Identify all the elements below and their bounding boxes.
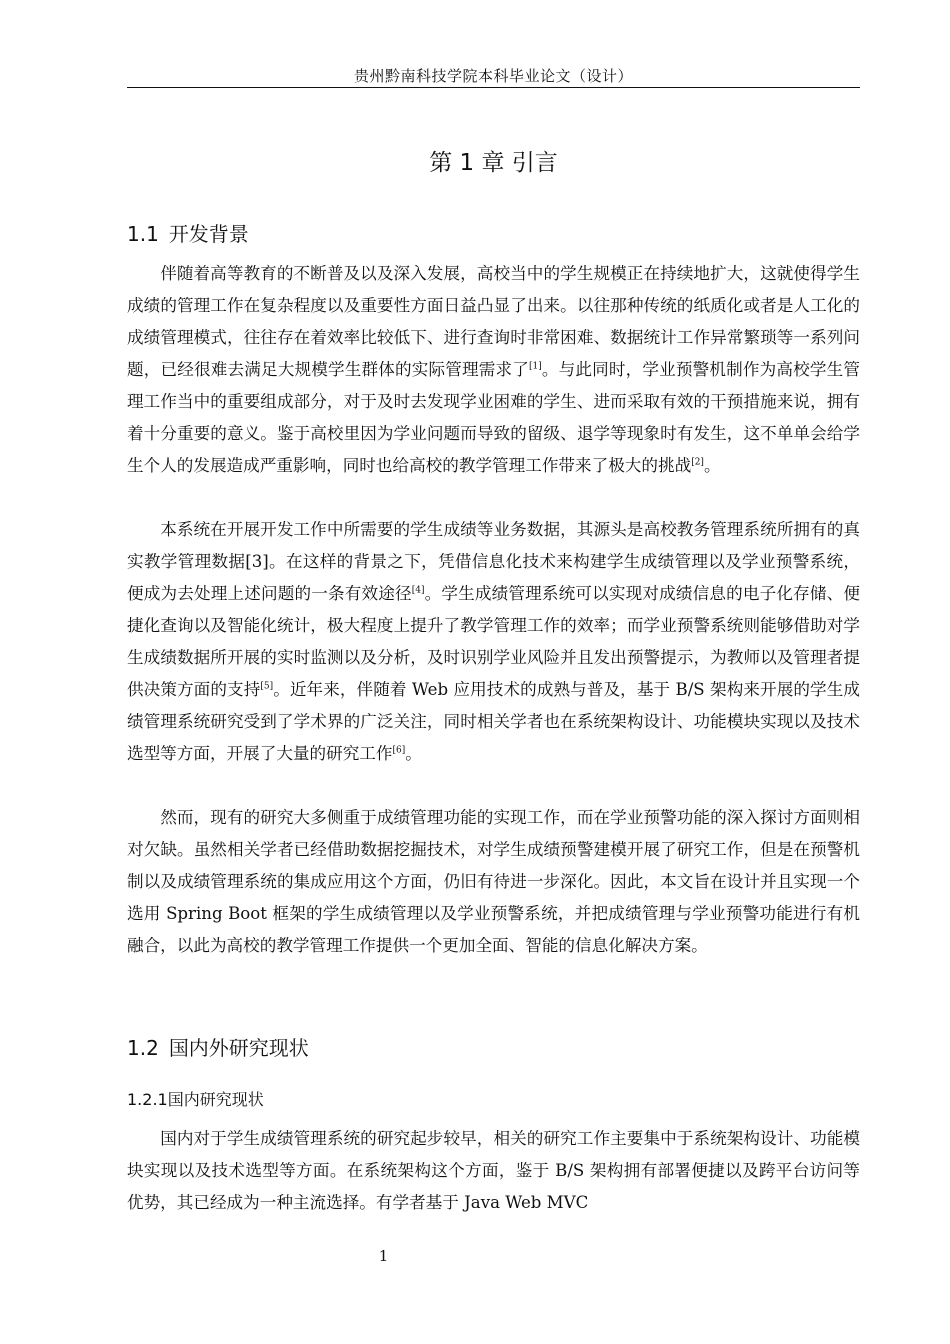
paragraph-text: 本系统在开展开发工作中所需要的学生成绩等业务数据，其源头是高校教务管理系统所拥有的真实教学管理数据[3]。在这样的背景之下，凭借信息化技术来构建学生成绩管理以及学业预警系统，便成为去处理上述问题的一条有效途径 xyxy=(127,520,860,603)
paragraph-text: 。学生成绩管理系统可以实现对成绩信息的电子化存储、便捷化查询以及智能化统计，极大程度上提升了教学管理工作的效率；而学业预警系统则能够借助对学生成绩数据所开展的实时监测以及分析，及时识别学业风险并且发出预警提示，为教师以及管理者提供决策方面的支持 xyxy=(127,584,860,699)
paragraph-domestic-research: 国内对于学生成绩管理系统的研究起步较早，相关的研究工作主要集中于系统架构设计、功能模块实现以及技术选型等方面。在系统架构这个方面，鉴于 B/S 架构拥有部署便捷以及跨平台访问等优势，其已经成为一种主流选择。有学者基于 Java Web MVC xyxy=(127,1129,860,1212)
paragraph-background-2 xyxy=(127,514,860,770)
section-number: 1.2 xyxy=(127,1036,159,1060)
section-title: 国内外研究现状 xyxy=(168,1036,309,1060)
header-rule xyxy=(127,87,860,88)
chapter-title: 第 1 章 引言 xyxy=(429,150,558,176)
citation-marker: [6] xyxy=(392,745,406,756)
paragraph-background-1 xyxy=(127,258,860,482)
citation-marker: [5] xyxy=(260,681,274,692)
section-number: 1.1 xyxy=(127,222,159,246)
paragraph-text: 。 xyxy=(703,456,721,475)
section-title: 开发背景 xyxy=(168,222,249,246)
running-header: 贵州黔南科技学院本科毕业论文（设计） xyxy=(353,67,633,85)
paragraph-text: 伴随着高等教育的不断普及以及深入发展，高校当中的学生规模正在持续地扩大，这就使得学生成绩的管理工作在复杂程度以及重要性方面日益凸显了出来。以往那种传统的纸质化或者是人工化的成绩管理模式，往往存在着效率比较低下、进行查询时非常困难、数据统计工作异常繁琐等一系列问题，已经很难去满足大规模学生群体的实际管理需求了 xyxy=(127,264,860,379)
paragraph-background-3: 然而，现有的研究大多侧重于成绩管理功能的实现工作，而在学业预警功能的深入探讨方面则相对欠缺。虽然相关学者已经借助数据挖掘技术，对学生成绩预警建模开展了研究工作，但是在预警机制以及成绩管理系统的集成应用这个方面，仍旧有待进一步深化。因此，本文旨在设计并且实现一个选用 Spring Boot 框架的学生成绩管理以及学业预警系统，并把成绩管理与学业预警功能进行有机融合，以此为高校的教学管理工作提供一个更加全面、智能的信息化解决方案。 xyxy=(127,808,860,955)
section-heading-1-2 xyxy=(127,1033,309,1063)
paragraph-text: 。与此同时，学业预警机制作为高校学生管理工作当中的重要组成部分，对于及时去发现学业困难的学生、进而采取有效的干预措施来说，拥有着十分重要的意义。鉴于高校里因为学业问题而导致的留级、退学等现象时有发生，这不单单会给学生个人的发展造成严重影响，同时也给高校的教学管理工作带来了极大的挑战 xyxy=(127,360,860,475)
subsection-number: 1.2.1 xyxy=(127,1090,168,1109)
paragraph-text: 。 xyxy=(405,744,422,763)
citation-marker: [2] xyxy=(691,457,704,468)
citation-marker: [4] xyxy=(411,585,425,596)
paragraph-text: 。近年来，伴随着 Web 应用技术的成熟与普及，基于 B/S 架构来开展的学生成绩管理系统研究受到了学术界的广泛关注，同时相关学者也在系统架构设计、功能模块实现以及技术选型等方面，开展了大量的研究工作 xyxy=(127,680,860,763)
citation-marker: [1] xyxy=(529,361,542,372)
subsection-heading-1-2-1 xyxy=(127,1088,264,1112)
page-number: 1 xyxy=(378,1247,389,1265)
section-heading-1-1 xyxy=(127,219,249,249)
subsection-title: 国内研究现状 xyxy=(167,1090,264,1109)
